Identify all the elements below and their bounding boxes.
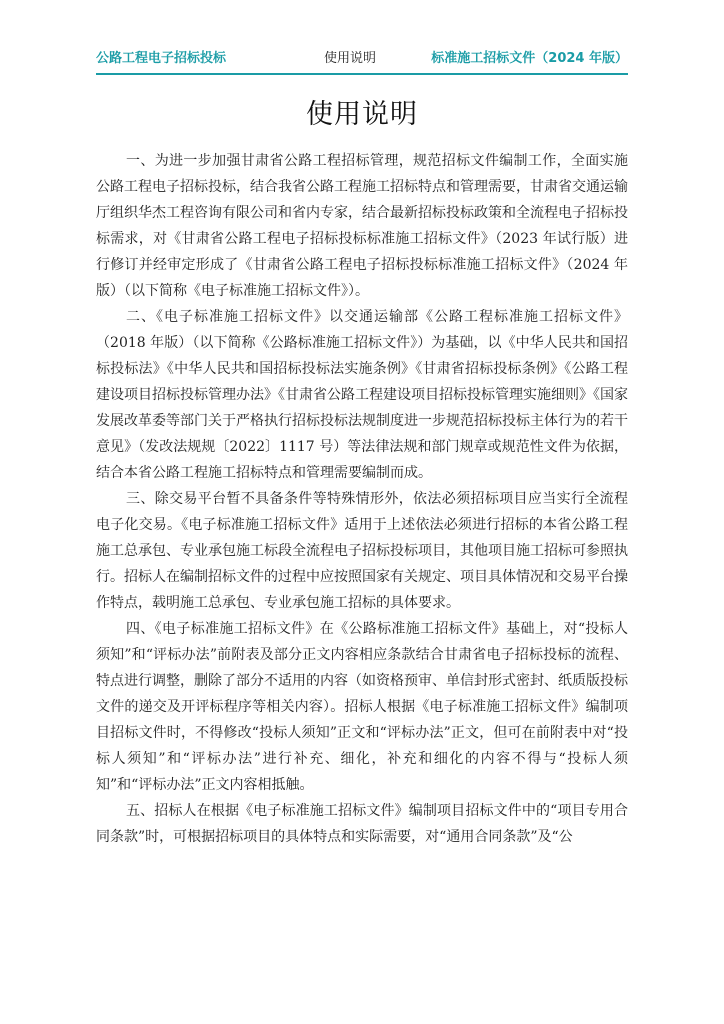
paragraph-3: 三、除交易平台暂不具备条件等特殊情形外，依法必须招标项目应当实行全流程电子化交易。《电子标准施工招标文件》适用于上述依法必须进行招标的本省公路工程施工总承包、专业承包施工标段全流程电子招标投标项目，其他项目施工招标可参照执行。招标人在编制招标文件的过程中应按照国家有关规定、项目具体情况和交易平台操作特点，载明施工总承包、专业承包施工招标的具体要求。 xyxy=(96,491,628,611)
running-header xyxy=(96,49,628,71)
header-section-title: 使用说明 xyxy=(324,51,377,66)
paragraph-1: 一、为进一步加强甘肃省公路工程招标管理，规范招标文件编制工作，全面实施公路工程电子招标投标，结合我省公路工程施工招标特点和管理需要，甘肃省交通运输厅组织华杰工程咨询有限公司和省内专家，结合最新招标投标政策和全流程电子招标投标需求，对《甘肃省公路工程电子招标投标标准施工招标文件》（2023 年试行版）进行修订并经审定形成了《甘肃省公路工程电子招标投标标准施工招标文件》（2024 年版）（以下简称《电子标准施工招标文件》）。 xyxy=(96,153,628,299)
page-title: 使用说明 xyxy=(306,99,418,130)
paragraph-2: 二、《电子标准施工招标文件》以交通运输部《公路工程标准施工招标文件》（2018 年版）（以下简称《公路标准施工招标文件》）为基础，以《中华人民共和国招标投标法》《中华人民共和国招标投标法实施条例》《甘肃省招标投标条例》《公路工程建设项目招标投标管理办法》《甘肃省公路工程建设项目招标投标管理实施细则》《国家发展改革委等部门关于严格执行招标投标法规制度进一步规范招标投标主体行为的若干意见》（发改法规规〔2022〕1117 号）等法律法规和部门规章或规范性文件为依据，结合本省公路工程施工招标特点和管理需要编制而成。 xyxy=(96,309,628,481)
header-left-title: 公路工程电子招标投标 xyxy=(96,51,227,66)
document-body xyxy=(96,148,628,850)
paragraph-4: 四、《电子标准施工招标文件》在《公路标准施工招标文件》基础上，对“投标人须知”和“评标办法”前附表及部分正文内容相应条款结合甘肃省电子招标投标的流程、特点进行调整，删除了部分不适用的内容（如资格预审、单信封形式密封、纸质版投标文件的递交及开评标程序等相关内容）。招标人根据《电子标准施工招标文件》编制项目招标文件时，不得修改“投标人须知”正文和“评标办法”正文，但可在前附表中对“投标人须知”和“评标办法”进行补充、细化，补充和细化的内容不得与“投标人须知”和“评标办法”正文内容相抵触。 xyxy=(96,621,628,793)
header-right-title: 标准施工招标文件（2024 年版） xyxy=(431,51,628,66)
header-divider xyxy=(96,73,628,75)
paragraph-5: 五、招标人在根据《电子标准施工招标文件》编制项目招标文件中的“项目专用合同条款”时，可根据招标项目的具体特点和实际需要，对“通用合同条款”及“公 xyxy=(96,803,628,845)
